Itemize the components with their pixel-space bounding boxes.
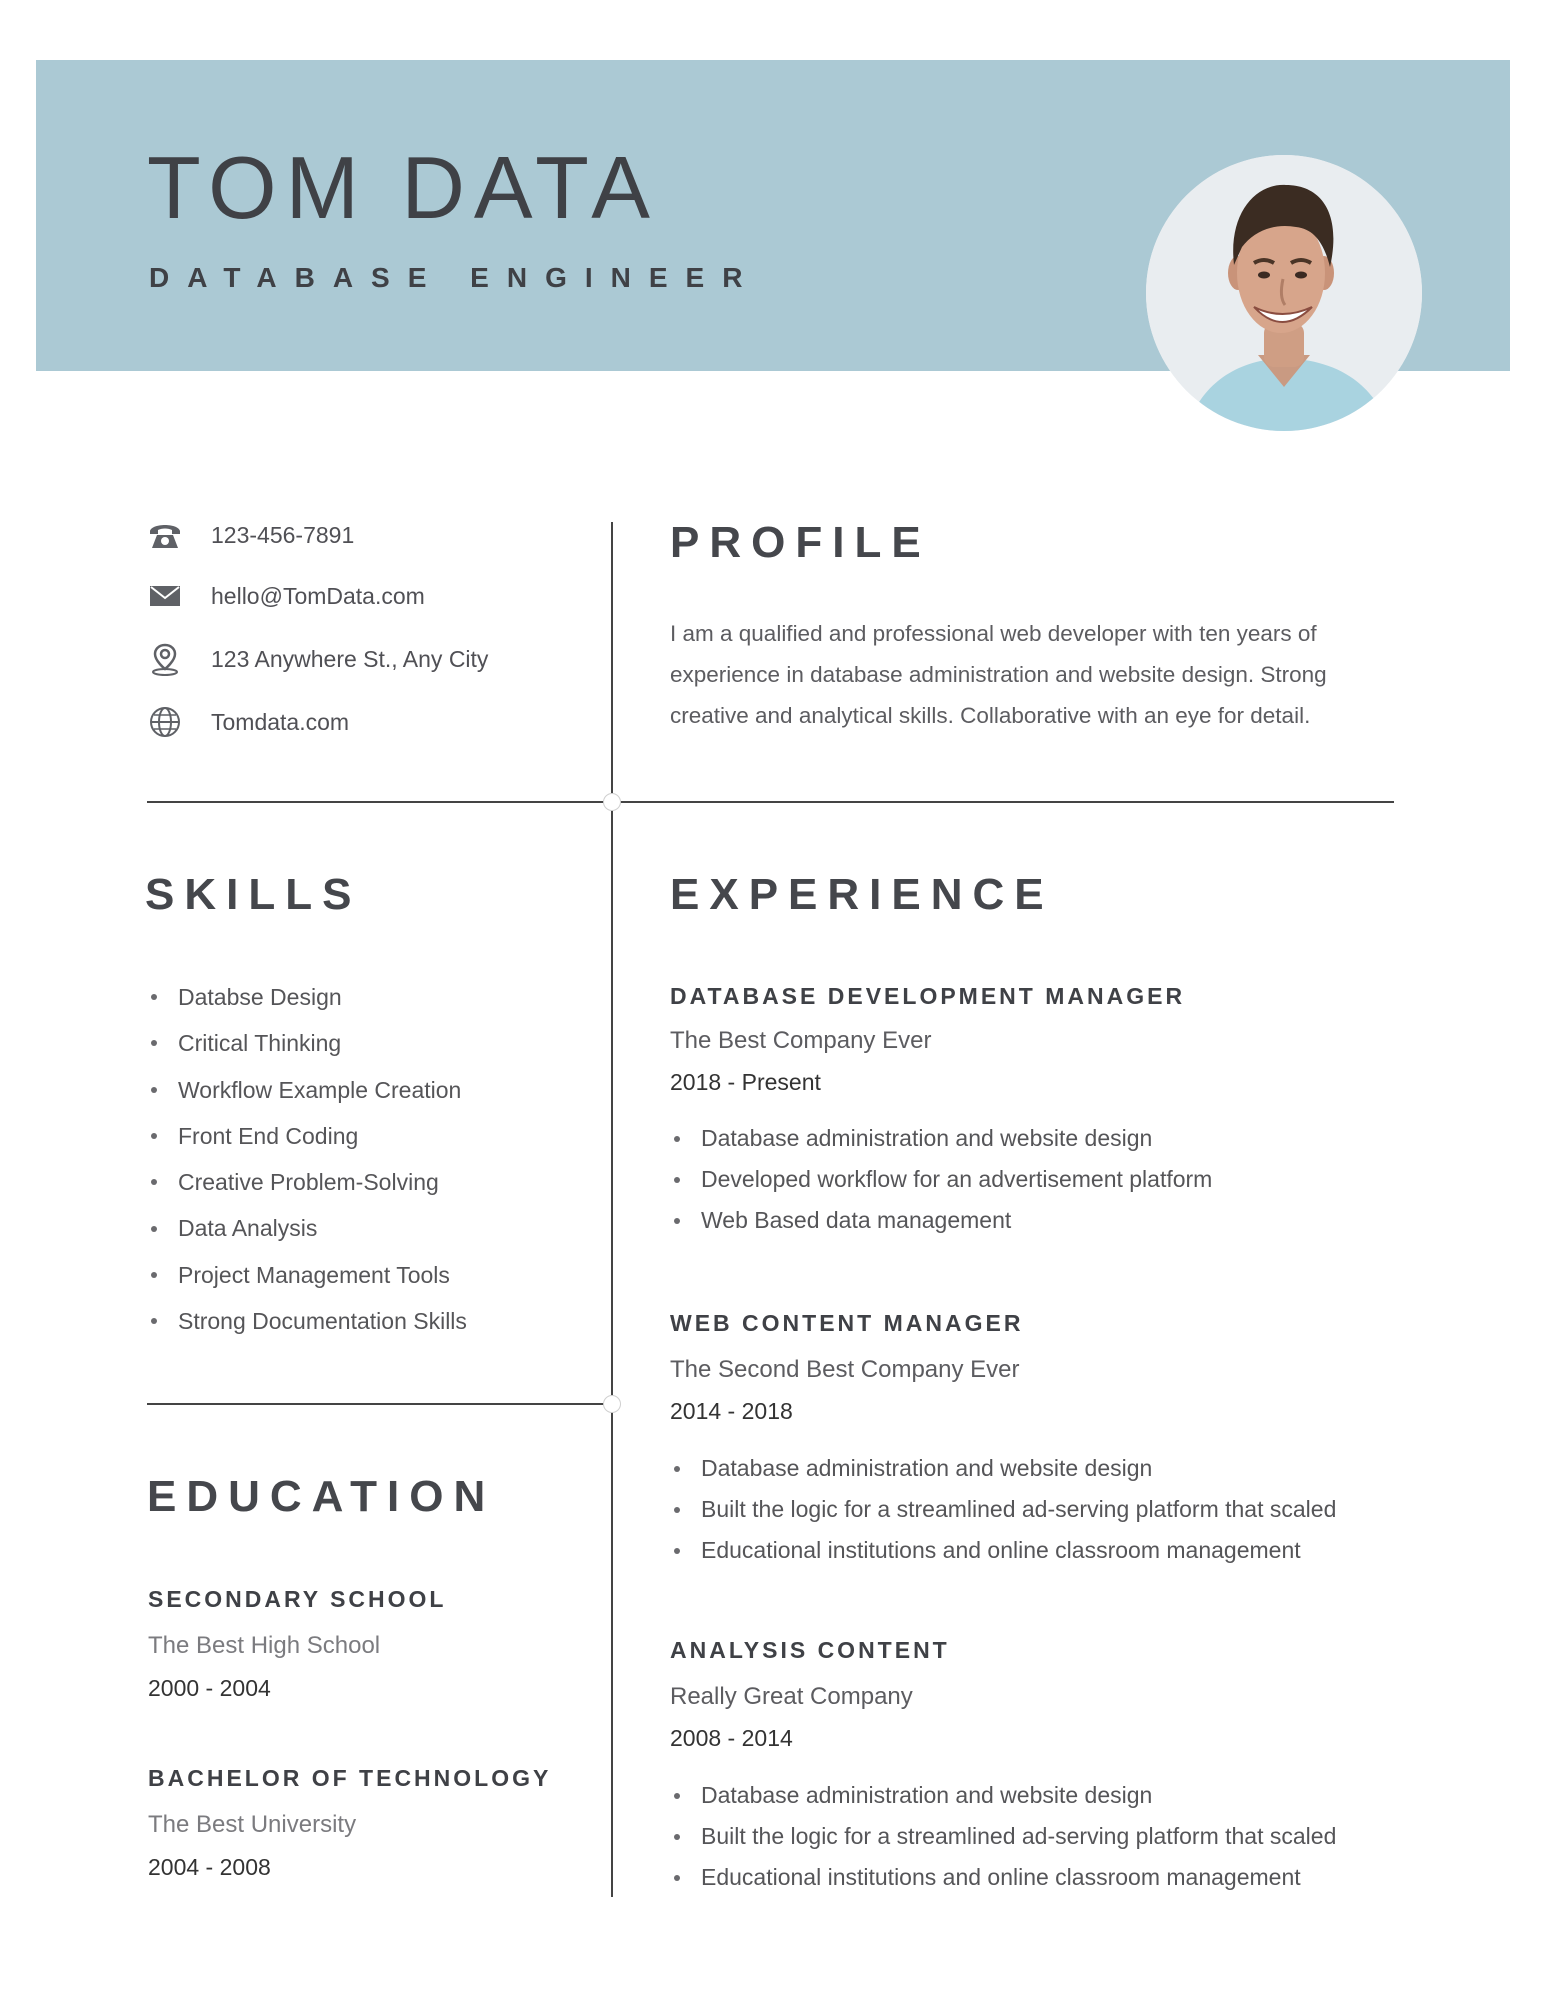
phone-number[interactable]: 123-456-7891 [211, 521, 355, 548]
education-degree: BACHELOR OF TECHNOLOGY [148, 1765, 552, 1791]
contact-address [147, 639, 488, 679]
person-name: TOM DATA [147, 138, 659, 237]
experience-company: The Second Best Company Ever [670, 1356, 1020, 1383]
education-dates: 2000 - 2004 [148, 1675, 271, 1701]
experience-job-title: WEB CONTENT MANAGER [670, 1310, 1024, 1336]
education-school: The Best High School [148, 1632, 381, 1659]
skills-heading: SKILLS [145, 870, 362, 919]
experience-bullets [670, 1448, 1336, 1571]
skills-list [147, 974, 467, 1344]
experience-bullet: Built the logic for a streamlined ad-serving platform that scaled [670, 1816, 1336, 1857]
experience-bullets [670, 1118, 1212, 1241]
profile-line: experience in database administration and website design. Strong [670, 662, 1327, 687]
skill-item: Data Analysis [147, 1205, 467, 1251]
profile-line: I am a qualified and professional web developer with ten years of [670, 621, 1317, 646]
contact-website [147, 702, 349, 742]
education-heading: EDUCATION [147, 1472, 496, 1521]
experience-dates: 2008 - 2014 [670, 1725, 793, 1751]
skill-item: Workflow Example Creation [147, 1067, 467, 1113]
education-dates: 2004 - 2008 [148, 1854, 271, 1880]
skill-item: Critical Thinking [147, 1020, 467, 1066]
street-address: 123 Anywhere St., Any City [211, 645, 489, 672]
location-pin-icon [147, 641, 183, 677]
mail-icon [147, 578, 183, 614]
profile-text [670, 613, 1390, 736]
phone-icon [147, 517, 183, 553]
portrait-illustration [1146, 155, 1422, 431]
experience-bullet: Built the logic for a streamlined ad-serving platform that scaled [670, 1489, 1336, 1530]
job-title-heading: DATABASE ENGINEER [149, 262, 761, 293]
horizontal-divider-left [147, 1403, 612, 1405]
experience-company: The Best Company Ever [670, 1027, 932, 1054]
experience-dates: 2014 - 2018 [670, 1398, 793, 1424]
horizontal-divider-top [147, 801, 1394, 803]
divider-node [603, 793, 621, 811]
experience-bullets [670, 1775, 1336, 1898]
globe-icon [147, 704, 183, 740]
experience-bullet: Database administration and website design [670, 1448, 1336, 1489]
experience-job-title: ANALYSIS CONTENT [670, 1637, 950, 1663]
email-address[interactable]: hello@TomData.com [211, 582, 425, 609]
education-degree: SECONDARY SCHOOL [148, 1586, 447, 1612]
profile-line: creative and analytical skills. Collaborative with an eye for detail. [670, 703, 1311, 728]
skill-item: Project Management Tools [147, 1252, 467, 1298]
experience-bullet: Web Based data management [670, 1200, 1212, 1241]
skill-item: Front End Coding [147, 1113, 467, 1159]
skill-item: Strong Documentation Skills [147, 1298, 467, 1344]
contact-phone [147, 515, 354, 555]
experience-bullet: Database administration and website design [670, 1118, 1212, 1159]
divider-node [603, 1395, 621, 1413]
experience-bullet: Educational institutions and online classroom management [670, 1857, 1336, 1898]
contact-email [147, 576, 425, 616]
experience-bullet: Educational institutions and online classroom management [670, 1530, 1336, 1571]
education-school: The Best University [148, 1811, 357, 1838]
experience-job-title: DATABASE DEVELOPMENT MANAGER [670, 983, 1186, 1009]
experience-dates: 2018 - Present [670, 1069, 821, 1095]
profile-heading: PROFILE [670, 518, 931, 567]
skill-item: Databse Design [147, 974, 467, 1020]
website-link[interactable]: Tomdata.com [211, 708, 350, 735]
experience-bullet: Database administration and website design [670, 1775, 1336, 1816]
experience-heading: EXPERIENCE [670, 870, 1054, 919]
skill-item: Creative Problem-Solving [147, 1159, 467, 1205]
experience-company: Really Great Company [670, 1683, 913, 1710]
vertical-divider [611, 522, 613, 1897]
experience-bullet: Developed workflow for an advertisement platform [670, 1159, 1212, 1200]
profile-photo [1146, 155, 1422, 431]
